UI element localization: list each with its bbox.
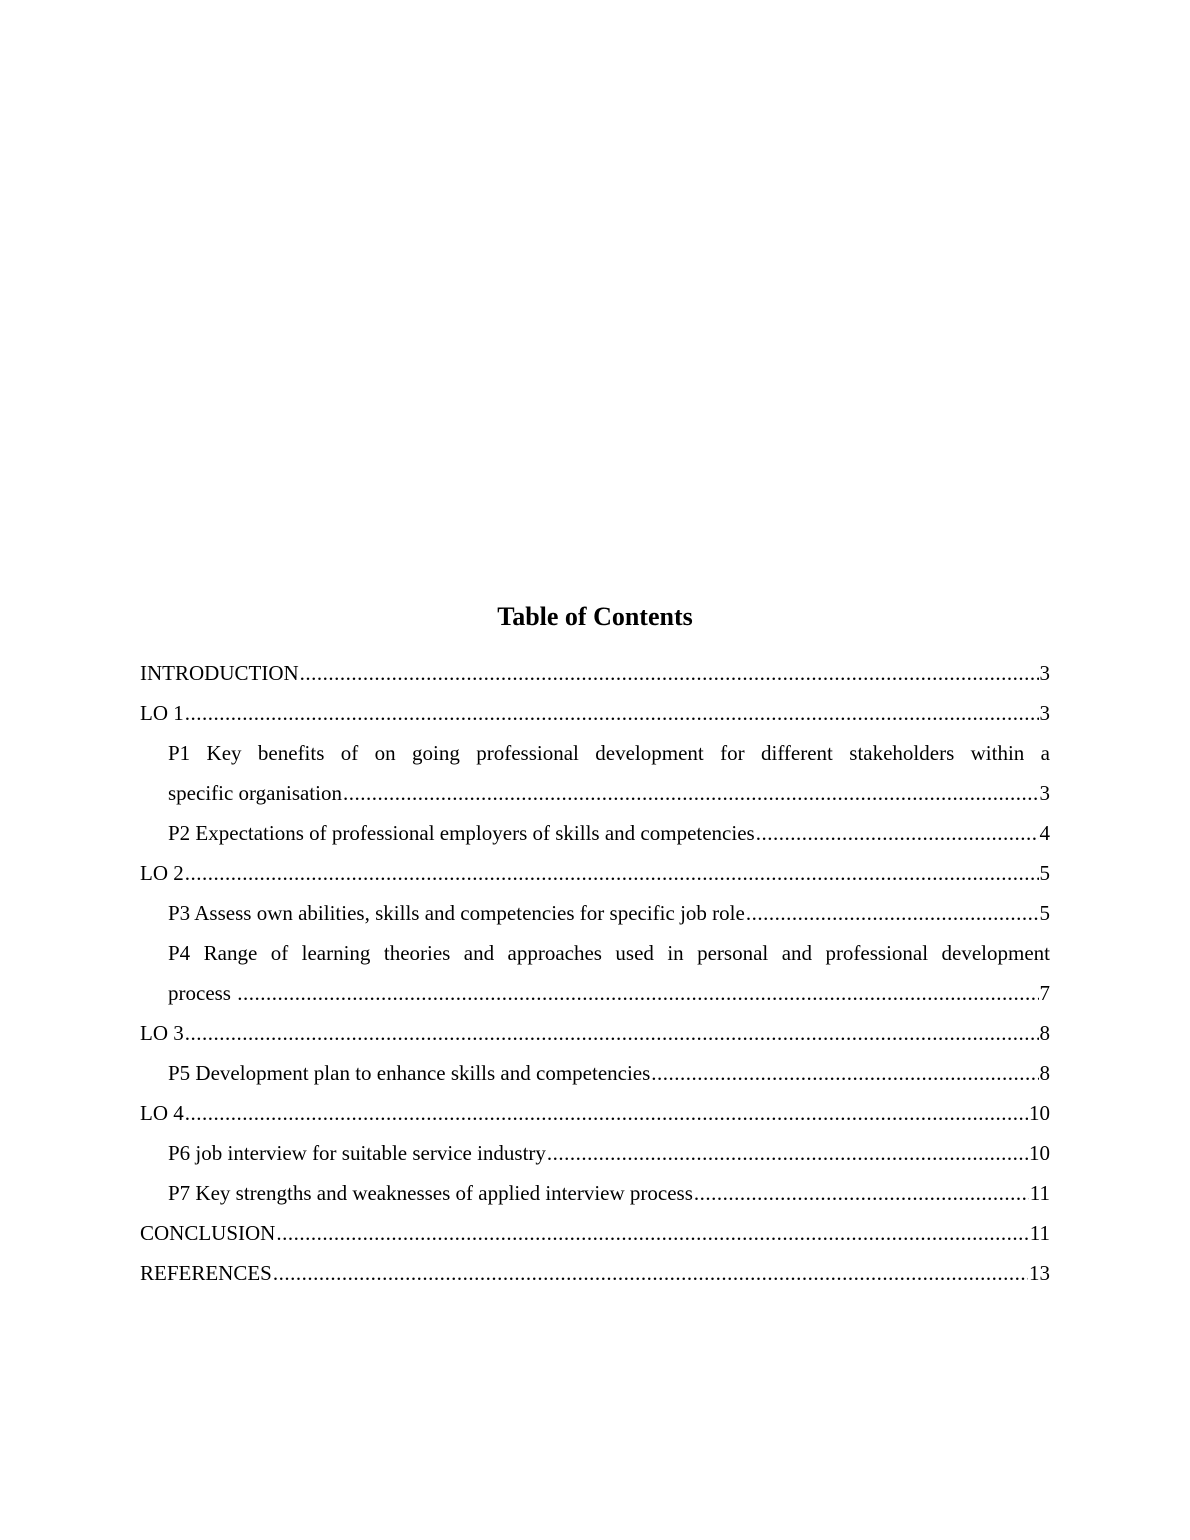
toc-dot-leader bbox=[343, 773, 1039, 813]
toc-page-number: 11 bbox=[1029, 1221, 1050, 1245]
toc-dot-leader bbox=[185, 1093, 1028, 1133]
toc-page-number: 13 bbox=[1029, 1261, 1050, 1285]
toc-dot-leader bbox=[756, 813, 1039, 853]
toc-page-number: 3 bbox=[1039, 701, 1050, 725]
toc-entry-text: P6 job interview for suitable service industry bbox=[168, 1141, 546, 1165]
toc-dot-leader bbox=[185, 1013, 1039, 1053]
toc-entry-conclusion[interactable] bbox=[140, 1213, 1050, 1253]
toc-entry-p6[interactable] bbox=[140, 1133, 1050, 1173]
toc-dot-leader bbox=[273, 1253, 1028, 1293]
toc-dot-leader bbox=[237, 973, 1038, 1013]
toc-entry-introduction[interactable] bbox=[140, 653, 1050, 693]
toc-entry-p4[interactable] bbox=[140, 933, 1050, 1013]
toc-entry-lo4[interactable] bbox=[140, 1093, 1050, 1133]
toc-page-number: 7 bbox=[1039, 981, 1050, 1005]
toc-entry-text: P7 Key strengths and weaknesses of applied interview process bbox=[168, 1181, 693, 1205]
toc-page-number: 8 bbox=[1039, 1061, 1050, 1085]
table-of-contents bbox=[140, 653, 1050, 1293]
toc-dot-leader bbox=[185, 853, 1039, 893]
toc-entry-lo2[interactable] bbox=[140, 853, 1050, 893]
toc-entry-text: LO 4 bbox=[140, 1101, 184, 1125]
toc-page-number: 11 bbox=[1029, 1181, 1050, 1205]
toc-entry-p2[interactable] bbox=[140, 813, 1050, 853]
toc-entry-text: REFERENCES bbox=[140, 1261, 272, 1285]
toc-dot-leader bbox=[547, 1133, 1028, 1173]
toc-page-number: 5 bbox=[1039, 901, 1050, 925]
toc-entry-text-line1: P1 Key benefits of on going professional development for different stakeholders within a bbox=[168, 741, 1050, 765]
toc-dot-leader bbox=[276, 1213, 1028, 1253]
toc-entry-p3[interactable] bbox=[140, 893, 1050, 933]
toc-entry-text: LO 2 bbox=[140, 861, 184, 885]
toc-entry-text: process bbox=[168, 981, 237, 1005]
toc-entry-p1[interactable] bbox=[140, 733, 1050, 813]
toc-page-number: 3 bbox=[1039, 781, 1050, 805]
toc-entry-text: P5 Development plan to enhance skills and competencies bbox=[168, 1061, 651, 1085]
toc-page-number: 4 bbox=[1039, 821, 1050, 845]
toc-page-number: 10 bbox=[1029, 1141, 1050, 1165]
toc-entry-p7[interactable] bbox=[140, 1173, 1050, 1213]
toc-entry-text: P2 Expectations of professional employers of skills and competencies bbox=[168, 821, 755, 845]
toc-page-number: 10 bbox=[1029, 1101, 1050, 1125]
toc-entry-text: INTRODUCTION bbox=[140, 661, 299, 685]
toc-dot-leader bbox=[694, 1173, 1029, 1213]
toc-entry-lo1[interactable] bbox=[140, 693, 1050, 733]
toc-page-number: 5 bbox=[1039, 861, 1050, 885]
toc-entry-text: specific organisation bbox=[168, 781, 342, 805]
toc-dot-leader bbox=[746, 893, 1039, 933]
toc-dot-leader bbox=[300, 653, 1039, 693]
toc-page-number: 3 bbox=[1039, 661, 1050, 685]
toc-dot-leader bbox=[651, 1053, 1038, 1093]
toc-entry-lo3[interactable] bbox=[140, 1013, 1050, 1053]
toc-entry-text: CONCLUSION bbox=[140, 1221, 276, 1245]
toc-entry-text: P3 Assess own abilities, skills and competencies for specific job role bbox=[168, 901, 745, 925]
toc-title: Table of Contents bbox=[497, 602, 693, 631]
toc-page-number: 8 bbox=[1039, 1021, 1050, 1045]
toc-entry-p5[interactable] bbox=[140, 1053, 1050, 1093]
toc-entry-references[interactable] bbox=[140, 1253, 1050, 1293]
toc-entry-text-line1: P4 Range of learning theories and approaches used in personal and professional development bbox=[168, 941, 1050, 965]
toc-entry-text: LO 1 bbox=[140, 701, 184, 725]
toc-dot-leader bbox=[185, 693, 1039, 733]
toc-entry-text: LO 3 bbox=[140, 1021, 184, 1045]
